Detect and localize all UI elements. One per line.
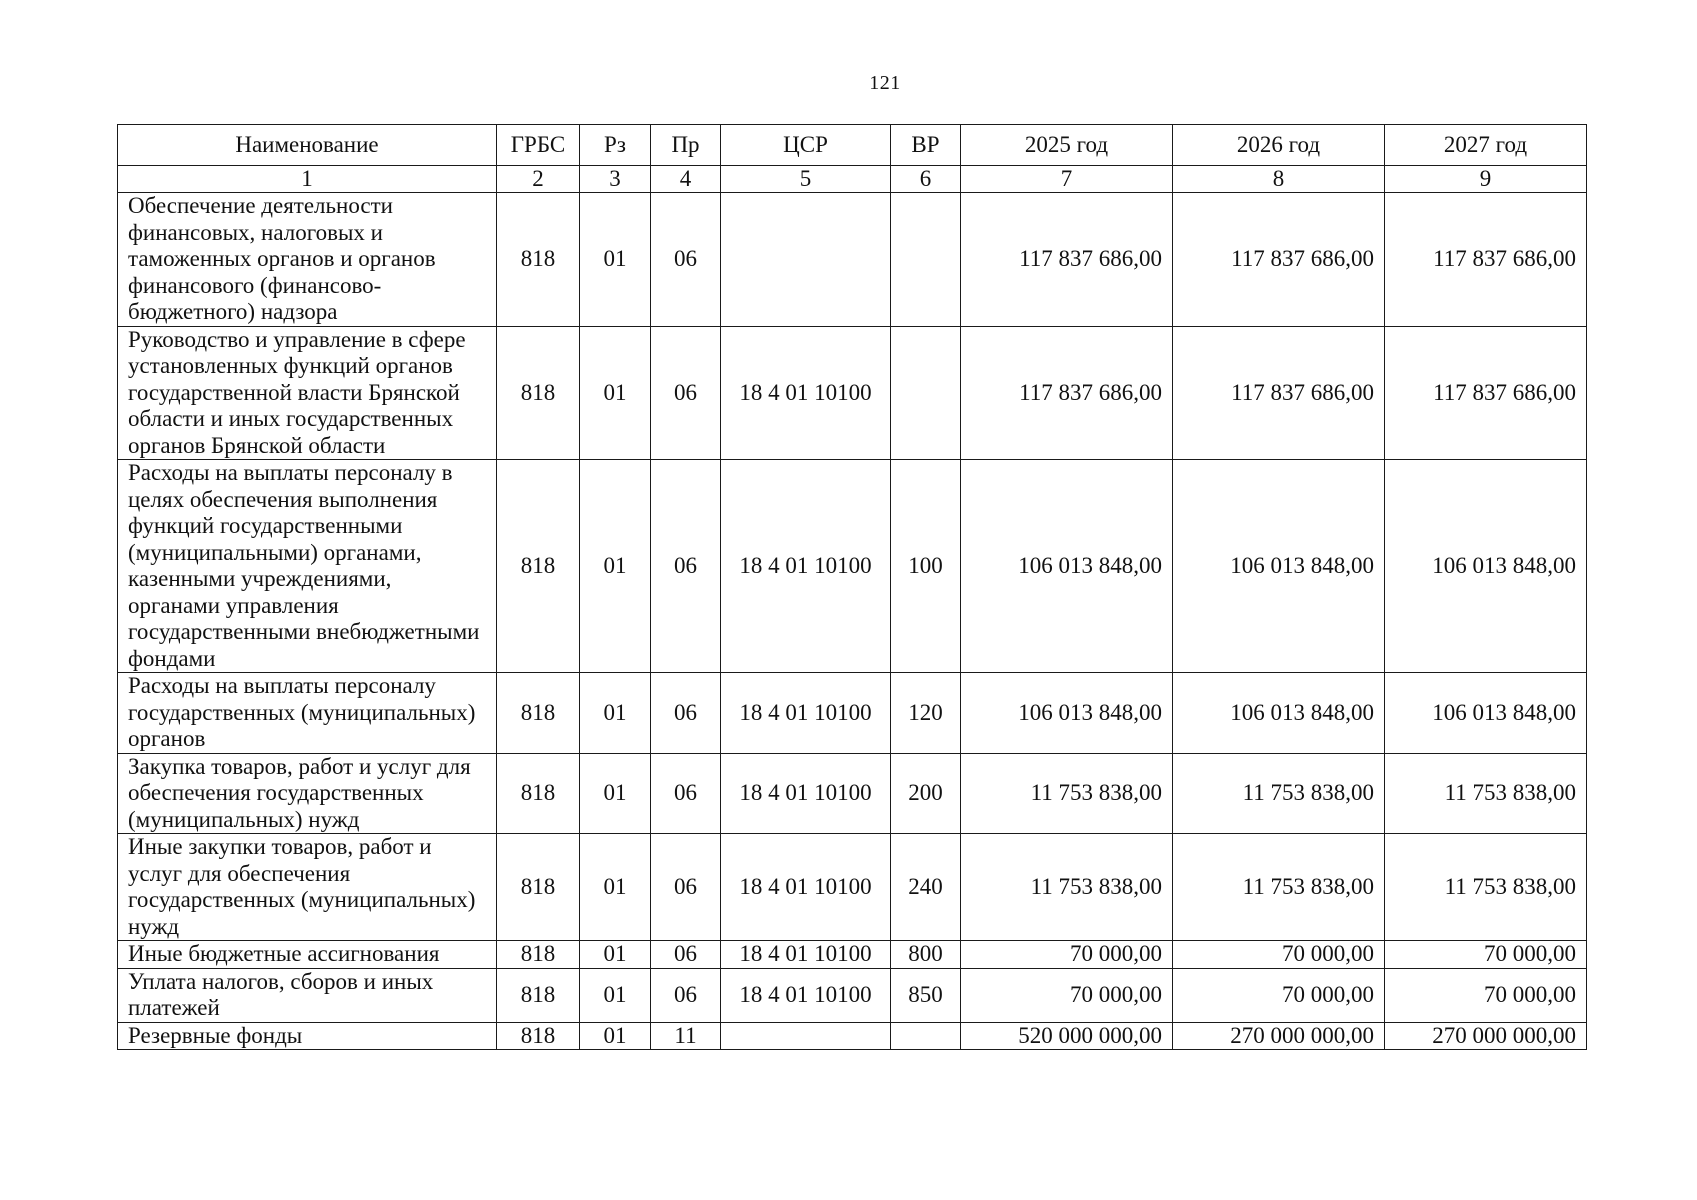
row-csr: 18 4 01 10100: [721, 834, 891, 941]
row-pr: 06: [651, 753, 721, 834]
row-2025: 70 000,00: [961, 941, 1173, 969]
row-name: Иные закупки товаров, работ и услуг для обеспечения государственных (муниципальных) нужд: [118, 834, 497, 941]
row-rz: 01: [580, 1022, 651, 1050]
row-rz: 01: [580, 460, 651, 673]
column-number: 5: [721, 166, 891, 193]
row-2025: 106 013 848,00: [961, 460, 1173, 673]
row-2027: 70 000,00: [1385, 941, 1587, 969]
table-row: [118, 941, 1587, 969]
row-name: Обеспечение деятельности финансовых, налоговых и таможенных органов и органов финансового (финансово-бюджетного) надзора: [118, 193, 497, 327]
header-2027: 2027 год: [1385, 125, 1587, 166]
row-name: Руководство и управление в сфере установленных функций органов государственной власти Брянской области и иных государственных органов Брянской области: [118, 326, 497, 460]
column-number: 9: [1385, 166, 1587, 193]
table-row: [118, 968, 1587, 1022]
row-vr: 120: [891, 673, 961, 754]
table-row: [118, 1022, 1587, 1050]
page-number: 121: [869, 72, 901, 94]
row-csr: [721, 193, 891, 327]
column-number-row: [118, 166, 1587, 193]
column-number: 3: [580, 166, 651, 193]
row-csr: [721, 1022, 891, 1050]
row-2026: 117 837 686,00: [1173, 193, 1385, 327]
row-2026: 11 753 838,00: [1173, 753, 1385, 834]
row-csr: 18 4 01 10100: [721, 460, 891, 673]
row-2025: 520 000 000,00: [961, 1022, 1173, 1050]
row-grbs: 818: [497, 941, 580, 969]
row-grbs: 818: [497, 326, 580, 460]
table-row: [118, 193, 1587, 327]
row-vr: [891, 193, 961, 327]
row-vr: 800: [891, 941, 961, 969]
row-grbs: 818: [497, 460, 580, 673]
row-vr: 200: [891, 753, 961, 834]
row-vr: 240: [891, 834, 961, 941]
header-vr: ВР: [891, 125, 961, 166]
row-csr: 18 4 01 10100: [721, 968, 891, 1022]
row-rz: 01: [580, 941, 651, 969]
row-pr: 06: [651, 968, 721, 1022]
row-csr: 18 4 01 10100: [721, 753, 891, 834]
row-grbs: 818: [497, 673, 580, 754]
row-2027: 11 753 838,00: [1385, 834, 1587, 941]
row-name: Резервные фонды: [118, 1022, 497, 1050]
row-pr: 11: [651, 1022, 721, 1050]
column-number: 6: [891, 166, 961, 193]
row-vr: [891, 1022, 961, 1050]
row-2026: 70 000,00: [1173, 968, 1385, 1022]
row-2027: 11 753 838,00: [1385, 753, 1587, 834]
row-2027: 117 837 686,00: [1385, 326, 1587, 460]
column-number: 4: [651, 166, 721, 193]
header-2026: 2026 год: [1173, 125, 1385, 166]
header-pr: Пр: [651, 125, 721, 166]
row-grbs: 818: [497, 753, 580, 834]
row-rz: 01: [580, 326, 651, 460]
header-rz: Рз: [580, 125, 651, 166]
row-2025: 106 013 848,00: [961, 673, 1173, 754]
row-pr: 06: [651, 673, 721, 754]
header-csr: ЦСР: [721, 125, 891, 166]
row-pr: 06: [651, 326, 721, 460]
row-2027: 270 000 000,00: [1385, 1022, 1587, 1050]
column-number: 2: [497, 166, 580, 193]
row-vr: 850: [891, 968, 961, 1022]
header-2025: 2025 год: [961, 125, 1173, 166]
row-2026: 11 753 838,00: [1173, 834, 1385, 941]
row-csr: 18 4 01 10100: [721, 326, 891, 460]
row-csr: 18 4 01 10100: [721, 673, 891, 754]
row-rz: 01: [580, 968, 651, 1022]
row-grbs: 818: [497, 193, 580, 327]
table-row: [118, 460, 1587, 673]
header-name: Наименование: [118, 125, 497, 166]
row-vr: 100: [891, 460, 961, 673]
row-name: Расходы на выплаты персоналу государственных (муниципальных) органов: [118, 673, 497, 754]
header-grbs: ГРБС: [497, 125, 580, 166]
row-grbs: 818: [497, 834, 580, 941]
row-name: Иные бюджетные ассигнования: [118, 941, 497, 969]
row-csr: 18 4 01 10100: [721, 941, 891, 969]
row-name: Закупка товаров, работ и услуг для обеспечения государственных (муниципальных) нужд: [118, 753, 497, 834]
table-row: [118, 834, 1587, 941]
row-name: Расходы на выплаты персоналу в целях обеспечения выполнения функций государственными (муниципальными) органами, казенными учреждениями, органами управления государственными внебюджетными фондами: [118, 460, 497, 673]
row-pr: 06: [651, 941, 721, 969]
row-2026: 270 000 000,00: [1173, 1022, 1385, 1050]
row-name: Уплата налогов, сборов и иных платежей: [118, 968, 497, 1022]
row-2026: 117 837 686,00: [1173, 326, 1385, 460]
row-vr: [891, 326, 961, 460]
row-2025: 117 837 686,00: [961, 193, 1173, 327]
column-number: 1: [118, 166, 497, 193]
row-rz: 01: [580, 673, 651, 754]
row-2026: 70 000,00: [1173, 941, 1385, 969]
row-rz: 01: [580, 193, 651, 327]
column-number: 8: [1173, 166, 1385, 193]
row-2025: 117 837 686,00: [961, 326, 1173, 460]
row-2026: 106 013 848,00: [1173, 460, 1385, 673]
column-number: 7: [961, 166, 1173, 193]
row-2027: 117 837 686,00: [1385, 193, 1587, 327]
row-2027: 70 000,00: [1385, 968, 1587, 1022]
row-grbs: 818: [497, 968, 580, 1022]
row-2025: 11 753 838,00: [961, 834, 1173, 941]
header-row: [118, 125, 1587, 166]
row-rz: 01: [580, 834, 651, 941]
row-rz: 01: [580, 753, 651, 834]
table-row: [118, 326, 1587, 460]
row-grbs: 818: [497, 1022, 580, 1050]
table-row: [118, 673, 1587, 754]
row-pr: 06: [651, 193, 721, 327]
row-2025: 11 753 838,00: [961, 753, 1173, 834]
row-pr: 06: [651, 460, 721, 673]
table-row: [118, 753, 1587, 834]
row-2027: 106 013 848,00: [1385, 460, 1587, 673]
row-2027: 106 013 848,00: [1385, 673, 1587, 754]
row-pr: 06: [651, 834, 721, 941]
budget-table: [117, 124, 1587, 1050]
row-2026: 106 013 848,00: [1173, 673, 1385, 754]
row-2025: 70 000,00: [961, 968, 1173, 1022]
